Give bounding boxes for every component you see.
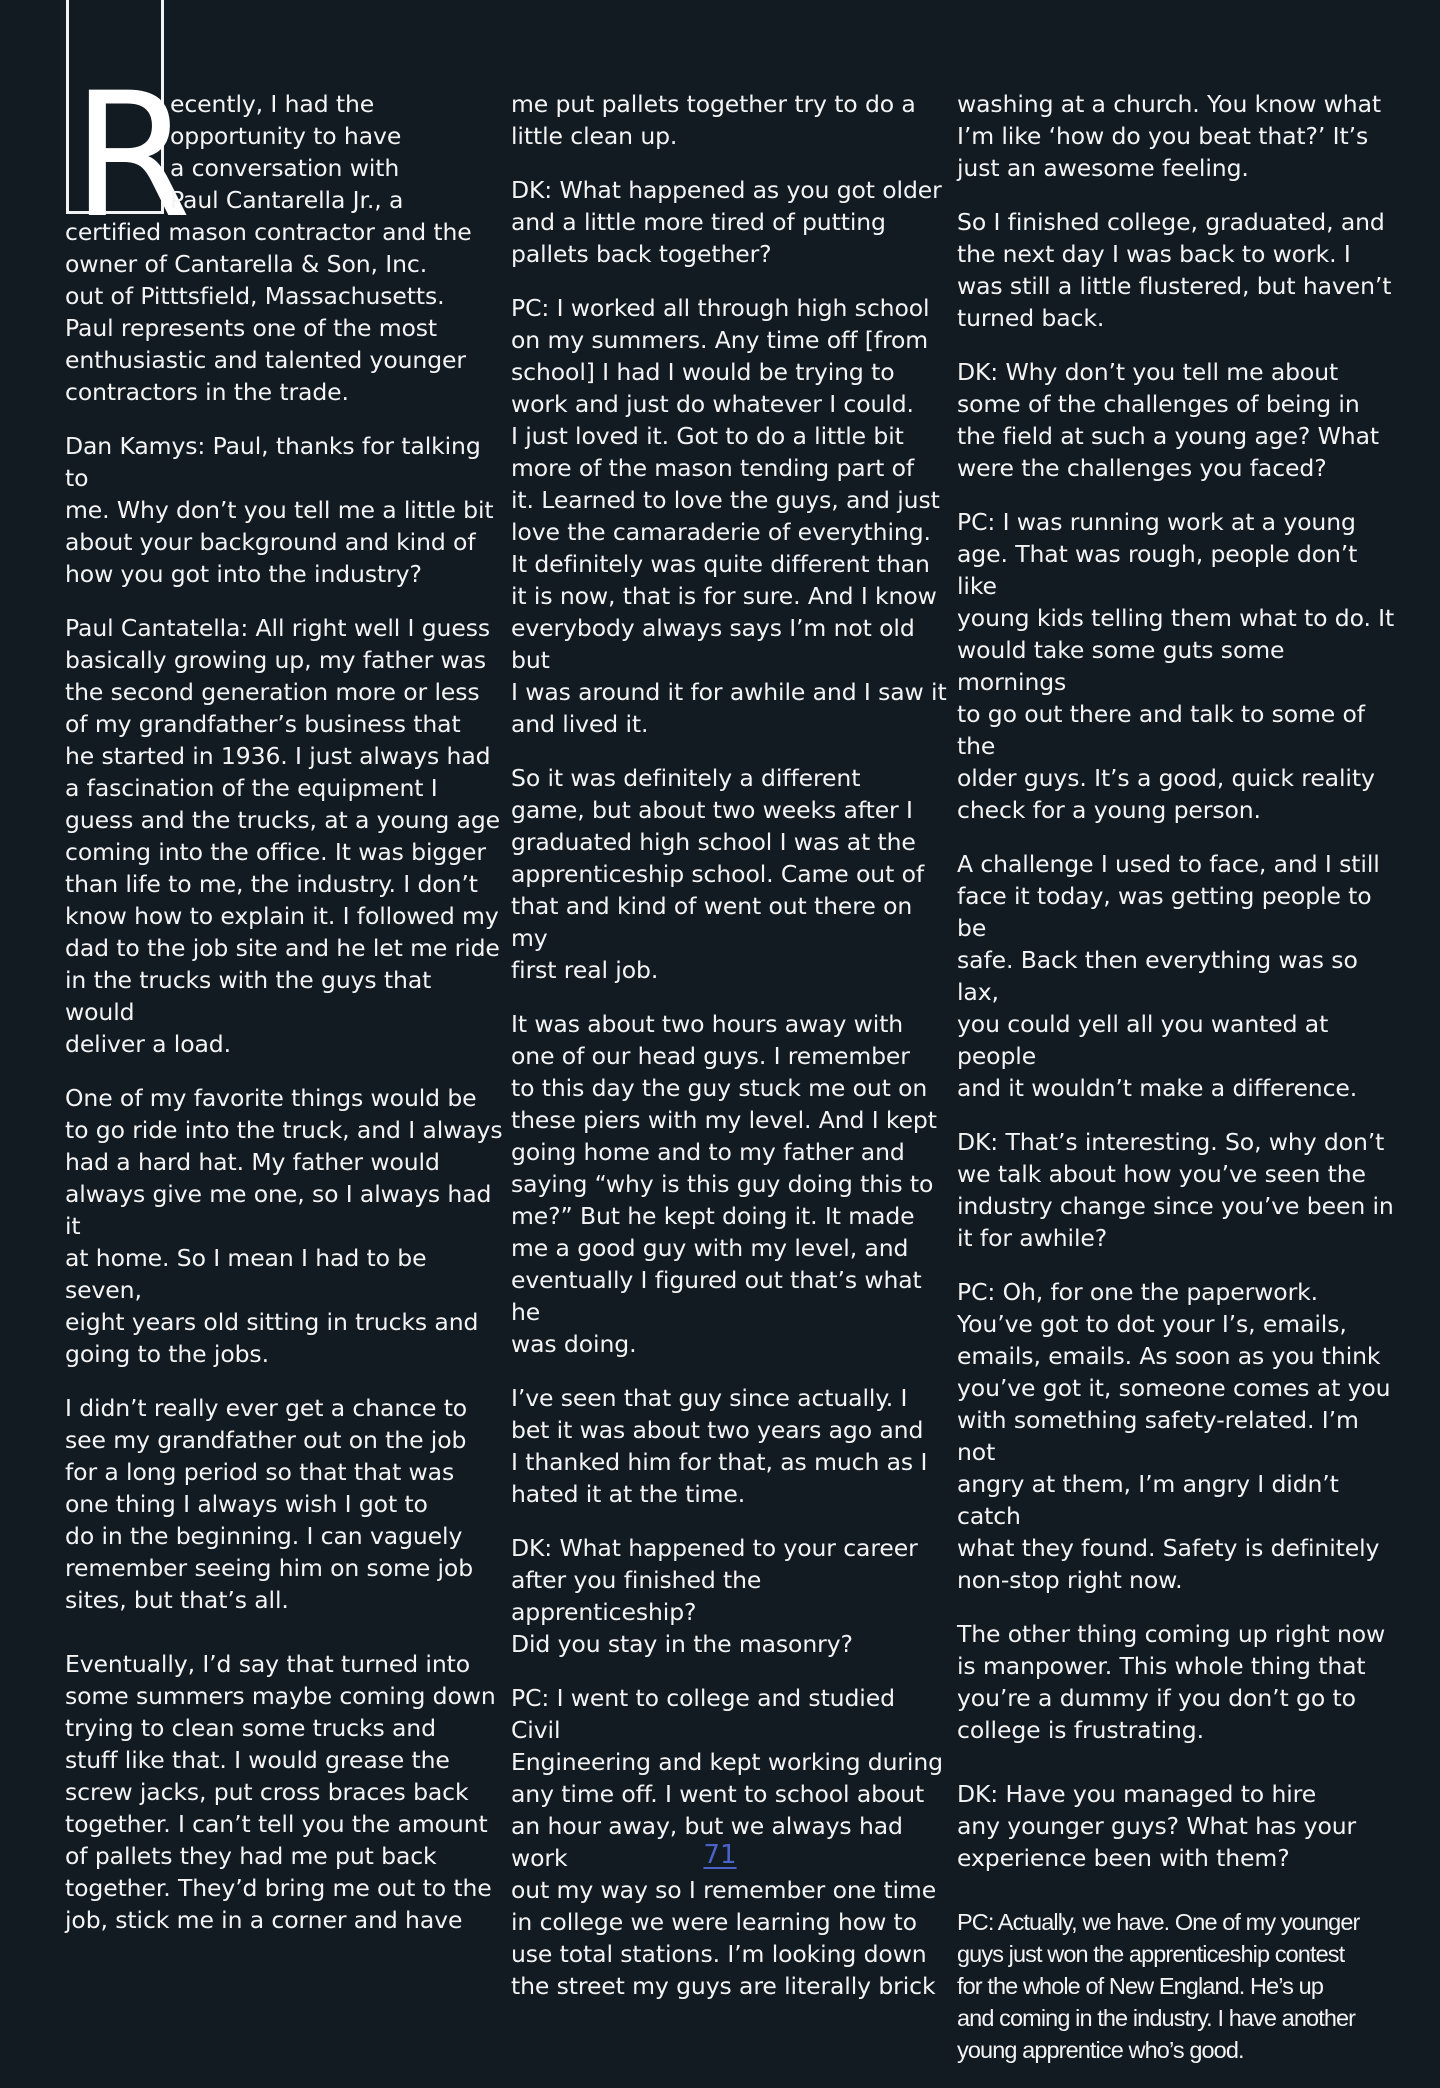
paragraph: DK: Why don’t you tell me about some of the challenges of being in the field at such a young age? What were the challenges you faced? [957, 358, 1380, 482]
paragraph: PC: I went to college and studied Civil Engineering and kept working during any time off. I went to school about an hour away, but we always had work out my way so I remember one time in college we were learning how to use total stations. I’m looking down the street my guys are literally brick [511, 1684, 943, 2000]
intro-paragraph-lead [65, 88, 505, 216]
paragraph: PC: I worked all through high school on my summers. Any time off [from school] I had I would be trying to work and just do whatever I could. I just loved it. Got to do a little bit more of the mason tending part of it. Learned to love the guys, and just love the camaraderie of everything. It definitely was quite different than it is now, that is for sure. And I know everybody always says I’m not old but I was around it for awhile and I saw it and lived it. [511, 294, 947, 738]
paragraph: me put pallets together try to do a little clean up. [511, 90, 916, 150]
paragraph: PC: Oh, for one the paperwork. You’ve got to dot your I’s, emails, emails, emails. As soon as you think you’ve got it, someone comes at you with something safety-related. I’m not angry at them, I’m angry I didn’t catch what they found. Safety is definitely non-stop right now. [957, 1278, 1391, 1594]
paragraph: The other thing coming up right now is manpower. This whole thing that you’re a dummy if you don’t go to college is frustrating. [957, 1620, 1386, 1744]
paragraph: It was about two hours away with one of our head guys. I remember to this day the guy stuck me out on these piers with my level. And I kept going home and to my father and saying “why is this guy doing this to me?” But he kept doing it. It made me a good guy with my level, and eventually I figured out that’s what he was doing. [511, 1010, 937, 1358]
paragraph: I’ve seen that guy since actually. I bet it was about two years ago and I thanked him for that, as much as I hated it at the time. [511, 1384, 928, 1508]
paragraph: I didn’t really ever get a chance to see my grandfather out on the job for a long period so that that was one thing I always wish I got to do in the beginning. I can vaguely remember seeing him on some job sites, but that’s all. [65, 1394, 474, 1614]
text-column-3 [957, 88, 1397, 2088]
paragraph: DK: That’s interesting. So, why don’t we talk about how you’ve seen the industry change since you’ve been in it for awhile? [957, 1128, 1394, 1252]
intro-paragraph: ecently, I had the opportunity to have a conversation with Paul Cantarella Jr., a [170, 90, 404, 214]
paragraph: So I finished college, graduated, and the next day I was back to work. I was still a little flustered, but haven’t turned back. [957, 208, 1392, 332]
paragraph: DK: What happened to your career after you finished the apprenticeship? Did you stay in the masonry? [511, 1534, 918, 1658]
paragraph: washing at a church. You know what I’m like ‘how do you beat that?’ It’s just an awesome feeling. [957, 90, 1382, 182]
paragraph: PC: Actually, we have. One of my younger guys just won the apprenticeship contest for the whole of New England. He’s up and coming in the industry. I have another young apprentice who’s good. [957, 1909, 1360, 2063]
paragraph: A challenge I used to face, and I still face it today, was getting people to be safe. Back then everything was so lax, you could yell all you wanted at people and it wouldn’t make a difference. [957, 850, 1380, 1102]
text-column-1 [65, 88, 505, 1958]
paragraph: DK: What happened as you got older and a little more tired of putting pallets back together? [511, 176, 942, 268]
dropcap-letter: R [72, 55, 188, 256]
paragraph: Eventually, I’d say that turned into some summers maybe coming down trying to clean some trucks and stuff like that. I would grease the screw jacks, put cross braces back together. I can’t tell you the amount of pallets they had me put back together. They’d bring me out to the job, stick me in a corner and have [65, 1650, 496, 1934]
paragraph: Dan Kamys: Paul, thanks for talking to me. Why don’t you tell me a little bit about your background and kind of how you got into the industry? [65, 432, 494, 588]
paragraph: One of my favorite things would be to go ride into the truck, and I always had a hard hat. My father would always give me one, so I always had it at home. So I mean I had to be seven, eight years old sitting in trucks and going to the jobs. [65, 1084, 503, 1368]
paragraph: So it was definitely a different game, but about two weeks after I graduated high school I was at the apprenticeship school. Came out of that and kind of went out there on my first real job. [511, 764, 925, 984]
paragraph: PC: I was running work at a young age. That was rough, people don’t like young kids telling them what to do. It would take some guts some mornings to go out there and talk to some of the older guys. It’s a good, quick reality check for a young person. [957, 508, 1395, 824]
paragraph: Paul Cantatella: All right well I guess basically growing up, my father was the second generation more or less of my grandfather’s business that he started in 1936. I just always had a fascination of the equipment I guess and the trucks, at a young age coming into the office. It was bigger than life to me, the industry. I don’t know how to explain it. I followed my dad to the job site and he let me ride in the trucks with the guys that would deliver a load. [65, 614, 501, 1058]
page-number[interactable]: 71 [703, 1840, 737, 1870]
paragraph: DK: Have you managed to hire any younger guys? What has your experience been with them? [957, 1780, 1357, 1872]
intro-paragraph-continued: certified mason contractor and the owner of Cantarella & Son, Inc. out of Pitttsfield, Massachusetts. Paul represents one of the most enthusiastic and talented younger contractors in the trade. [65, 218, 472, 406]
text-column-2 [511, 88, 951, 2024]
